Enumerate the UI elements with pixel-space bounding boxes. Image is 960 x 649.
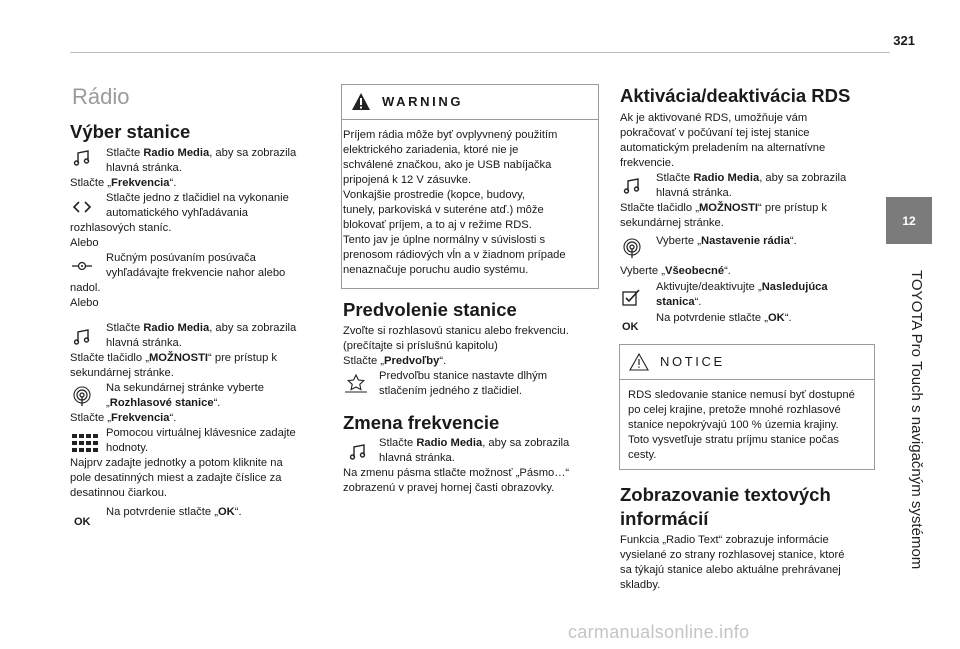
side-title: TOYOTA Pro Touch s navigačným systémom [908,270,925,570]
warning-line: blokovať príjem, a to aj v režime RDS. [343,219,532,231]
text-line: Stlačte „Frekvencia“. [70,177,177,189]
text-line: hlavná stránka. [379,452,455,464]
heading-rds: Aktivácia/deaktivácia RDS [620,85,851,106]
heading-band: Zmena frekvencie [343,412,500,433]
notice-triangle-icon [629,352,649,372]
text-line: skladby. [620,579,661,591]
notice-line: po celej krajine, pretože mnohé rozhlasové [628,404,841,416]
text-line: vysielané zo strany rozhlasovej stanice, ktoré [620,549,845,561]
text-line: Na zmenu pásma stlačte možnosť „Pásmo…“ [343,467,570,479]
heading-station-select: Výber stanice [70,121,191,142]
ok-icon: OK [622,321,639,333]
heading-text-info-1: Zobrazovanie textových [620,484,831,505]
music-note-icon [622,176,642,196]
warning-line: Tento jav je úplne normálny v súvislosti s [343,234,546,246]
text-line: Aktivujte/deaktivujte „Nasledujúca [656,281,828,293]
text-line: sekundárnej stránke. [70,367,174,379]
text-line: Stlačte tlačidlo „MOŽNOSTI“ pre prístup k [620,202,828,214]
warning-line: prenosom rádiových vĺn a v žiadnom prípade [343,249,566,261]
text-line: desatinnou čiarkou. [70,487,168,499]
text-line: hlavná stránka. [106,162,182,174]
text-line: zobrazenú v pravej hornej časti obrazovky. [343,482,555,494]
slider-dial-icon [72,256,92,276]
radio-signal-icon [72,386,92,406]
warning-line: nenaznačuje poruchu audio systému. [343,264,529,276]
text-line: Stlačte jedno z tlačidiel na vykonanie [106,192,289,204]
warning-line: schválené značkou, ako je USB nabíjačka [343,159,552,171]
text-line: Na potvrdenie stlačte „OK“. [656,312,792,324]
text-line: hlavná stránka. [656,187,732,199]
text-line: automatického vyhľadávania [106,207,248,219]
notice-header [620,345,874,380]
text-line: hodnoty. [106,442,149,454]
page-number: 321 [893,33,915,48]
keypad-icon [72,433,98,453]
header-rule [70,52,890,53]
notice-line: stanice nepokrývajú 100 % územia krajiny. [628,419,839,431]
warning-label: WARNING [382,94,464,109]
text-line: Najprv zadajte jednotky a potom kliknite na [70,457,283,469]
music-note-icon [72,148,92,168]
text-line: frekvencie. [620,157,675,169]
notice-line: Toto vysvetľuje stratu príjmu stanice počas [628,434,839,446]
chapter-tab: 12 [886,197,932,244]
text-line: Stlačte Radio Media, aby sa zobrazila [106,322,297,334]
text-line: Alebo [70,297,99,309]
text-line: Ak je aktivované RDS, umožňuje vám [620,112,808,124]
text-line: stlačením jedného z tlačidiel. [379,385,523,397]
text-line: „Rozhlasové stanice“. [106,397,221,409]
text-line: Vyberte „Všeobecné“. [620,265,731,277]
text-line: Predvoľbu stanice nastavte dlhým [379,370,548,382]
text-line: Stlačte Radio Media, aby sa zobrazila [106,147,297,159]
text-line: sekundárnej stránke. [620,217,724,229]
text-line: Stlačte Radio Media, aby sa zobrazila [379,437,570,449]
text-line: automatickým preladením na alternatívne [620,142,826,154]
text-line: rozhlasových staníc. [70,222,172,234]
text-line: Stlačte „Predvoľby“. [343,355,447,367]
text-line: nadol. [70,282,101,294]
warning-line: pripojená k 12 V zásuvke. [343,174,472,186]
text-line: stanica“. [656,296,702,308]
text-line: Zvoľte si rozhlasovú stanicu alebo frekvenciu. [343,325,569,337]
text-line: Stlačte tlačidlo „MOŽNOSTI“ pre prístup k [70,352,278,364]
text-line: Vyberte „Nastavenie rádia“. [656,235,797,247]
text-line: Na sekundárnej stránke vyberte [106,382,264,394]
warning-line: Vonkajšie prostredie (kopce, budovy, [343,189,526,201]
text-line: pokračovať v počúvaní tej istej stanice [620,127,810,139]
chevron-left-right-icon [72,197,92,217]
notice-line: RDS sledovanie stanice nemusí byť dostupné [628,389,855,401]
music-note-icon [348,442,368,462]
text-line: Stlačte Radio Media, aby sa zobrazila [656,172,847,184]
text-line: pole desatinných miest a zadajte číslice za [70,472,282,484]
text-line: vyhľadávajte frekvencie nahor alebo [106,267,286,279]
heading-preset: Predvolenie stanice [343,299,517,320]
warning-line: tunely, parkoviská v suteréne atď.) môže [343,204,544,216]
warning-triangle-icon [351,92,371,112]
section-title: Rádio [72,84,130,109]
text-line: Stlačte „Frekvencia“. [70,412,177,424]
text-line: Funkcia „Radio Text“ zobrazuje informácie [620,534,829,546]
preset-star-icon [343,374,369,394]
text-line: Na potvrdenie stlačte „OK“. [106,506,242,518]
heading-text-info-2: informácií [620,508,709,529]
text-line: sa týkajú stanice alebo aktuálne prehrávanej [620,564,841,576]
text-line: Alebo [70,237,99,249]
radio-signal-icon [622,238,642,258]
text-line: Pomocou virtuálnej klávesnice zadajte [106,427,296,439]
watermark: carmanualsonline.info [568,622,750,642]
notice-line: cesty. [628,449,657,461]
music-note-icon [72,327,92,347]
notice-label: NOTICE [660,354,725,369]
warning-line: elektrického zariadenia, ktoré nie je [343,144,519,156]
ok-icon: OK [74,516,91,528]
text-line: hlavná stránka. [106,337,182,349]
warning-line: Príjem rádia môže byť ovplyvnený použitím [343,129,558,141]
text-line: (prečítajte si príslušnú kapitolu) [343,340,498,352]
text-line: Ručným posúvaním posúvača [106,252,256,264]
checkbox-icon [622,287,642,307]
warning-header [342,85,598,120]
